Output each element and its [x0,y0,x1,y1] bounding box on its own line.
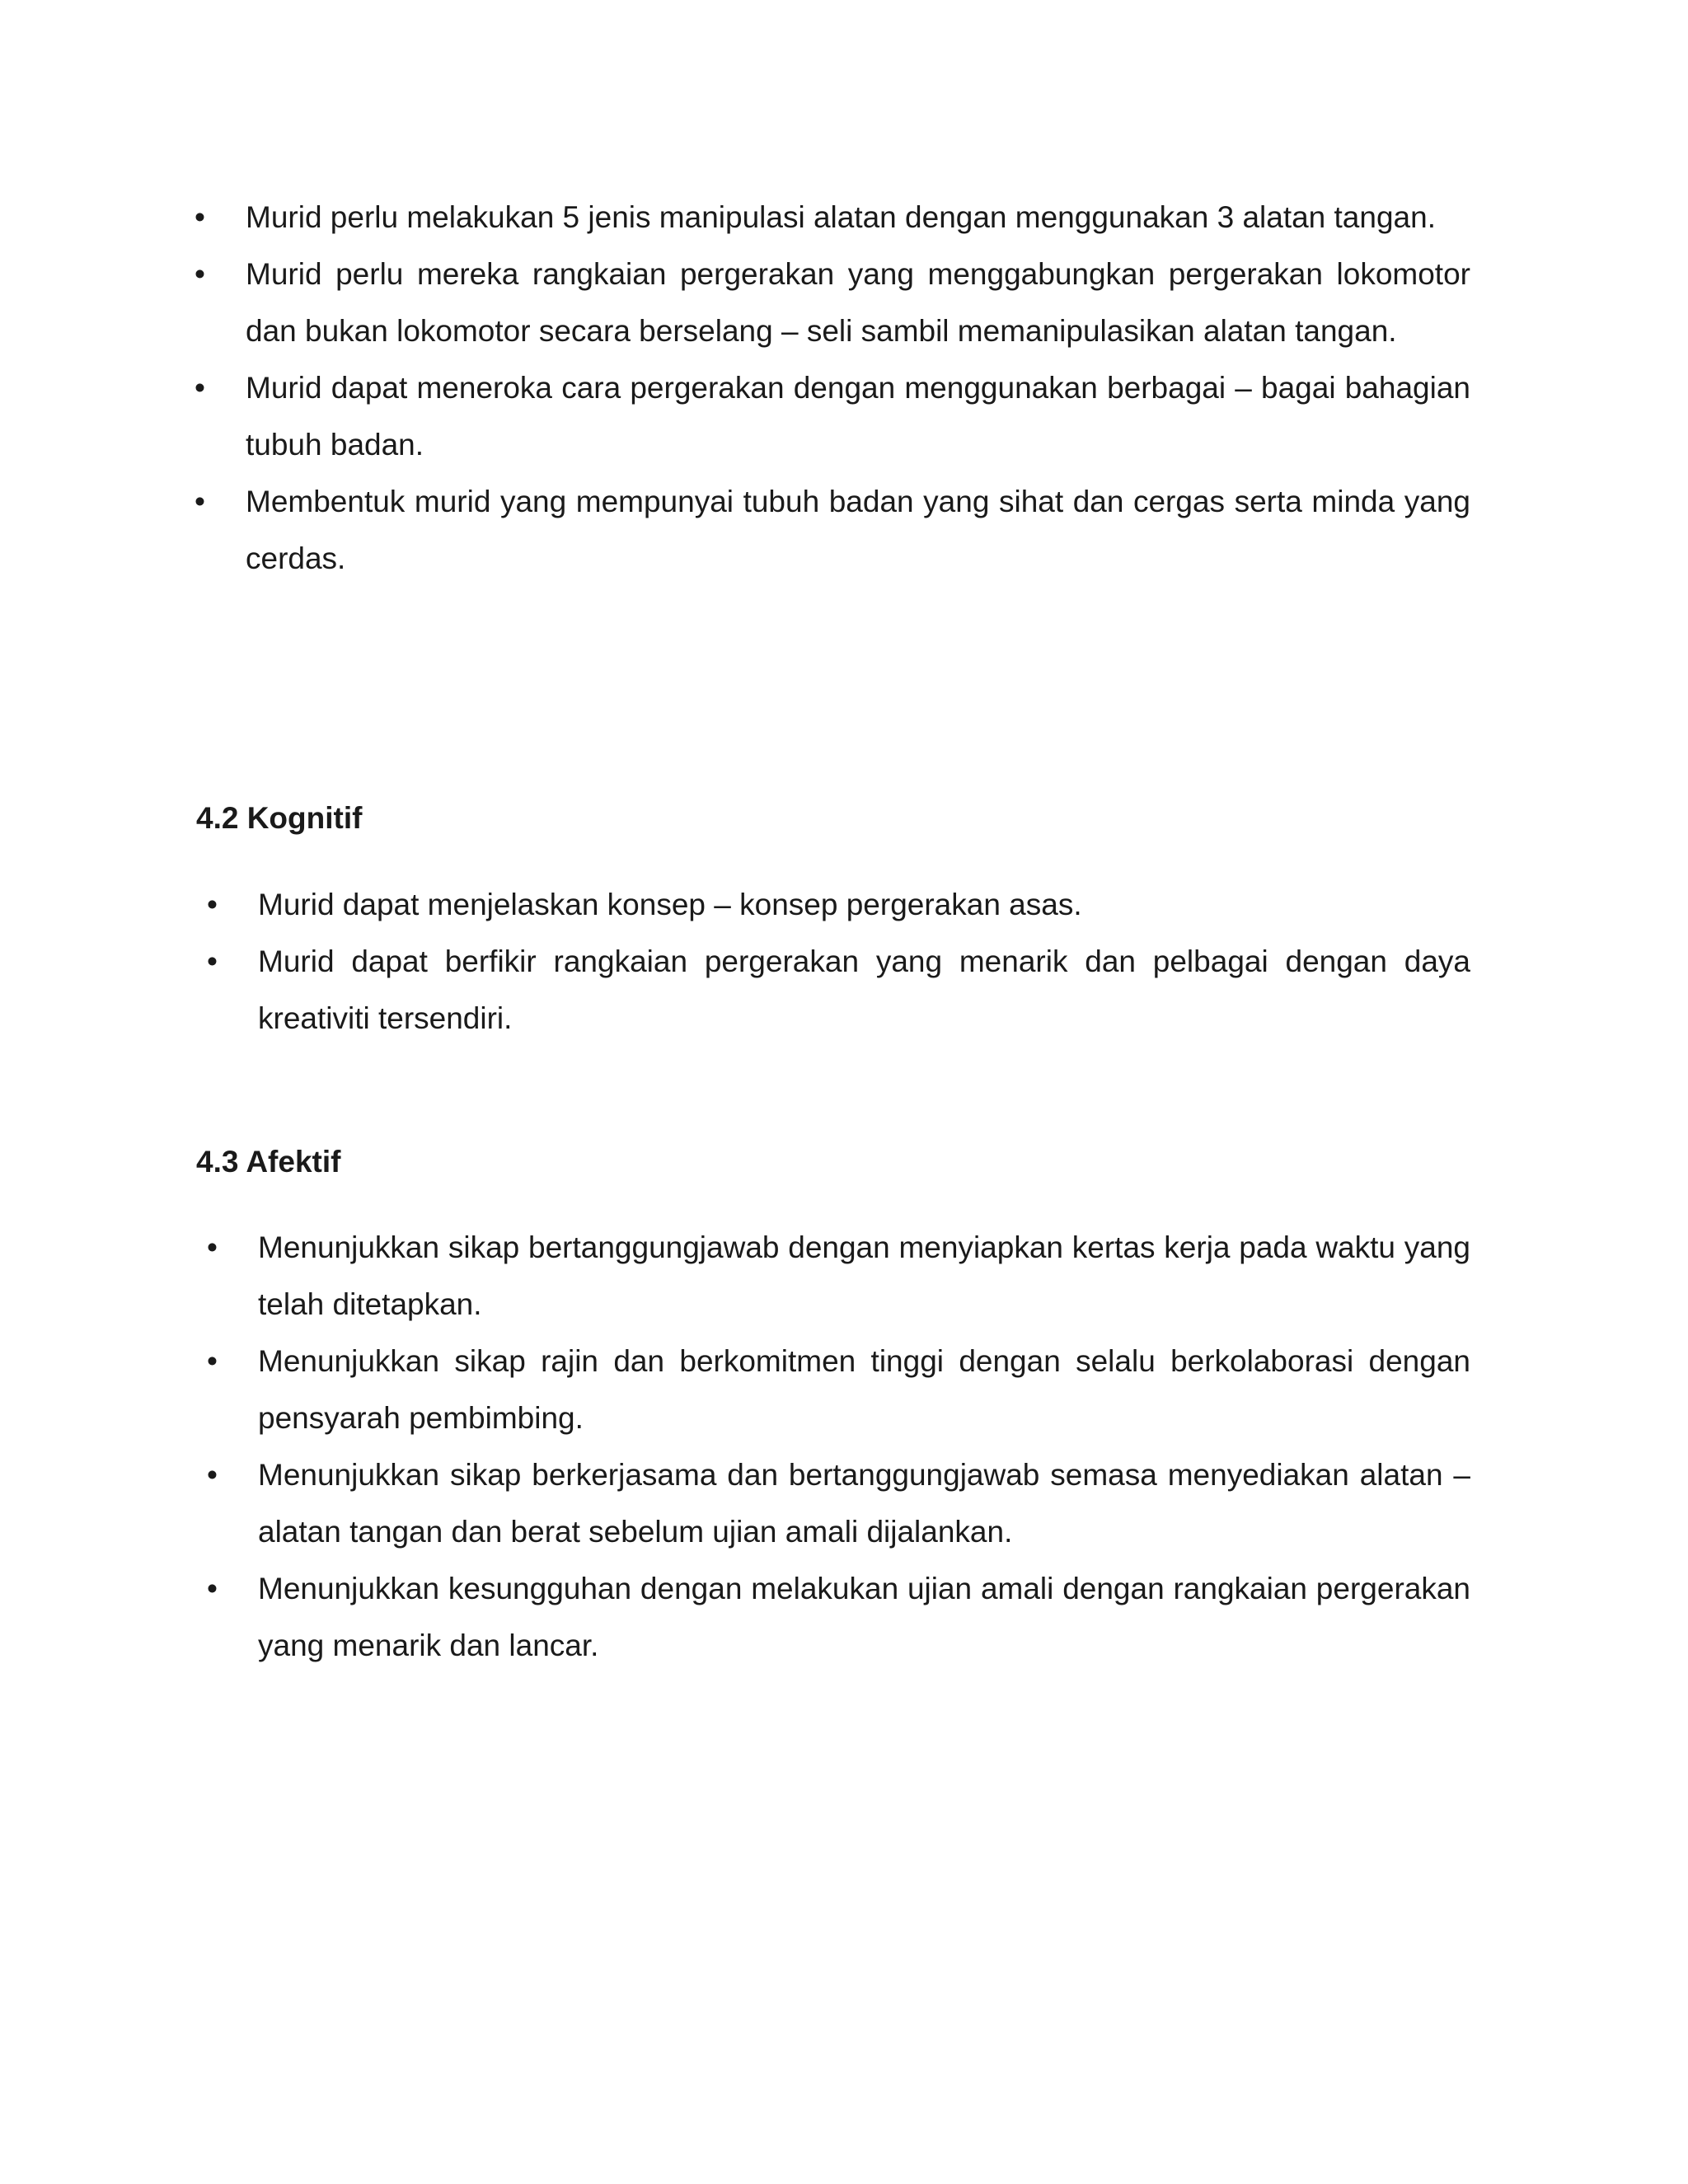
list-item-text: Menunjukkan sikap rajin dan berkomitmen tinggi dengan selalu berkolaborasi dengan pensyarah pembimbing. [258,1344,1470,1435]
intro-bullet-list [0,189,1688,587]
list-item-text: Murid dapat menjelaskan konsep – konsep pergerakan asas. [258,888,1082,921]
section-heading-afektif: 4.3 Afektif [196,1145,341,1179]
list-item [207,1333,1470,1446]
list-item-text: Menunjukkan sikap bertanggungjawab dengan menyiapkan kertas kerja pada waktu yang telah ditetapkan. [258,1230,1470,1321]
list-item [207,933,1470,1047]
bullet-icon: • [207,1344,218,1378]
bullet-icon: • [207,888,218,921]
list-item-text: Murid perlu melakukan 5 jenis manipulasi alatan dengan menggunakan 3 alatan tangan. [246,200,1436,234]
bullet-icon: • [207,1458,218,1492]
section-heading-kognitif: 4.2 Kognitif [196,801,363,835]
kognitif-bullet-list [0,876,1688,1047]
list-item-text: Membentuk murid yang mempunyai tubuh badan yang sihat dan cergas serta minda yang cerdas. [246,485,1470,575]
list-item [207,1446,1470,1560]
bullet-icon: • [195,200,205,234]
list-item-text: Murid dapat meneroka cara pergerakan dengan menggunakan berbagai – bagai bahagian tubuh badan. [246,371,1470,462]
list-item-text: Menunjukkan kesungguhan dengan melakukan ujian amali dengan rangkaian pergerakan yang menarik dan lancar. [258,1572,1470,1662]
list-item-text: Murid dapat berfikir rangkaian pergerakan yang menarik dan pelbagai dengan daya kreativiti tersendiri. [258,944,1470,1035]
bullet-icon: • [207,944,218,978]
list-item [195,473,1470,587]
bullet-icon: • [195,485,205,518]
afektif-bullet-list [0,1219,1688,1674]
list-item-text: Menunjukkan sikap berkerjasama dan bertanggungjawab semasa menyediakan alatan – alatan tangan dan berat sebelum ujian amali dijalankan. [258,1458,1470,1549]
list-item [195,246,1470,359]
list-item [207,876,1470,933]
bullet-icon: • [207,1572,218,1605]
list-item [207,1560,1470,1674]
list-item [207,1219,1470,1333]
bullet-icon: • [195,257,205,291]
list-item [195,359,1470,473]
bullet-icon: • [207,1230,218,1264]
list-item-text: Murid perlu mereka rangkaian pergerakan yang menggabungkan pergerakan lokomotor dan bukan lokomotor secara berselang – seli sambil memanipulasikan alatan tangan. [246,257,1470,348]
list-item [195,189,1470,246]
bullet-icon: • [195,371,205,405]
